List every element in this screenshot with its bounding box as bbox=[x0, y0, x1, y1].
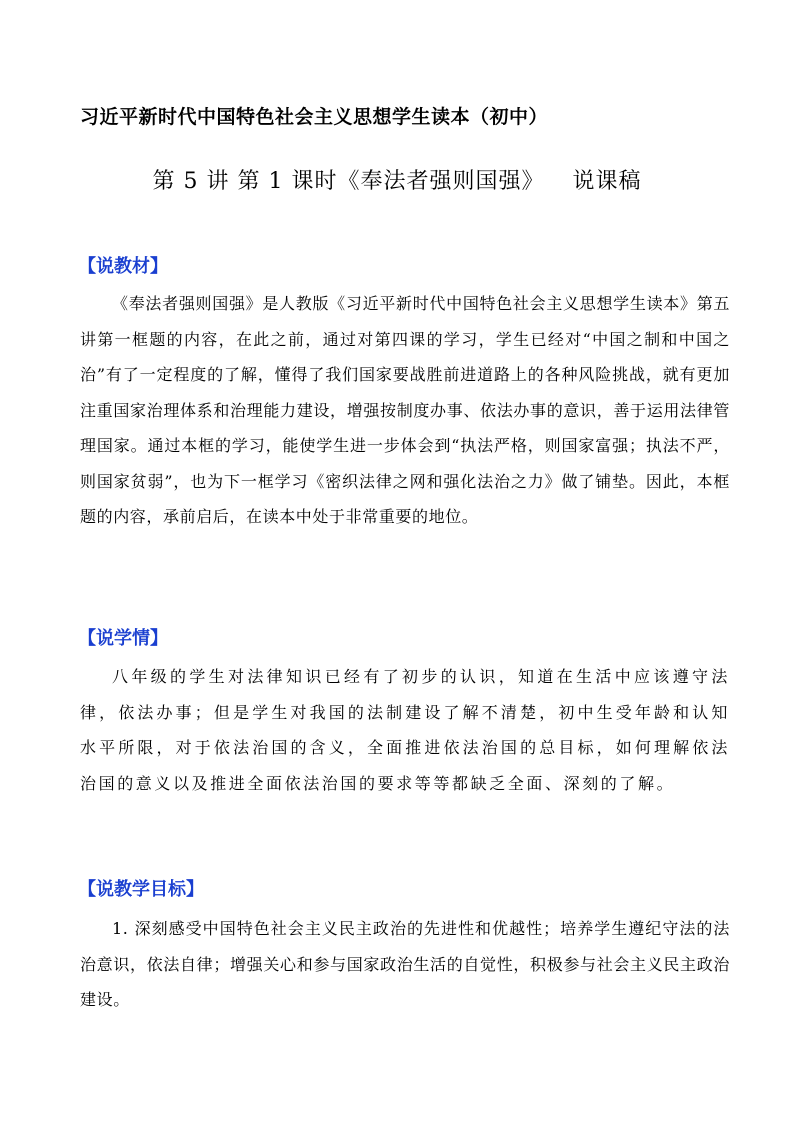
document-title bbox=[0, 164, 794, 195]
section-heading-textbook: 【说教材】 bbox=[78, 256, 168, 277]
section-body-objectives: 1. 深刻感受中国特色社会主义民主政治的先进性和优越性；培养学生遵纪守法的法治意识，依法自律；增强关心和参与国家政治生活的自觉性，积极参与社会主义民主政治建设。 bbox=[80, 919, 730, 1009]
section-heading-students: 【说学情】 bbox=[78, 628, 168, 649]
section-body-students: 八年级的学生对法律知识已经有了初步的认识，知道在生活中应该遵守法律，依法办事；但是学生对我国的法制建设了解不清楚，初中生受年龄和认知水平所限，对于依法治国的含义，全面推进依法治国的总目标，如何理解依法治国的意义以及推进全面依法治国的要求等等都缺乏全面、深刻的了解。 bbox=[80, 667, 730, 793]
document-subtitle: 习近平新时代中国特色社会主义思想学生读本（初中） bbox=[80, 106, 549, 128]
section-heading-objectives: 【说教学目标】 bbox=[78, 879, 204, 900]
title-suffix: 说课稿 bbox=[572, 169, 642, 194]
title-main: 第 5 讲 第 1 课时《奉法者强则国强》 bbox=[152, 169, 545, 194]
section-body-textbook: 《奉法者强则国强》是人教版《习近平新时代中国特色社会主义思想学生读本》第五讲第一框题的内容，在此之前，通过对第四课的学习，学生已经对“中国之制和中国之治”有了一定程度的了解，懂得了我们国家要战胜前进道路上的各种风险挑战，就有更加注重国家治理体系和治理能力建设，增强按制度办事、依法办事的意识，善于运用法律管理国家。通过本框的学习，能使学生进一步体会到“执法严格，则国家富强；执法不严，则国家贫弱”，也为下一框学习《密织法律之网和强化法治之力》做了铺垫。因此，本框题的内容，承前启后，在读本中处于非常重要的地位。 bbox=[80, 294, 730, 526]
